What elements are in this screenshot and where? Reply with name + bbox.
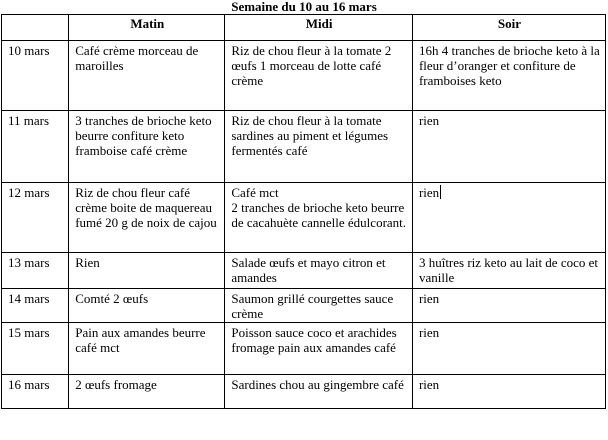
header-midi: Midi	[225, 15, 413, 41]
document-title: Semaine du 10 au 16 mars	[231, 0, 377, 14]
cell-midi[interactable]: Riz de chou fleur à la tomate 2 œufs 1 morceau de lotte café crème	[225, 41, 413, 111]
cell-matin[interactable]: Pain aux amandes beurre café mct	[69, 323, 225, 375]
cell-matin[interactable]: 3 tranches de brioche keto beurre confiture keto framboise café crème	[69, 111, 225, 183]
header-matin: Matin	[69, 15, 225, 41]
header-soir: Soir	[412, 15, 605, 41]
cell-soir-text: rien	[418, 185, 440, 200]
cell-date[interactable]: 14 mars	[2, 289, 69, 323]
cell-midi[interactable]: Salade œufs et mayo citron et amandes	[225, 253, 413, 289]
cell-date[interactable]: 12 mars	[2, 183, 69, 253]
table-row	[2, 111, 606, 183]
cell-matin[interactable]: Café crème morceau de maroilles	[69, 41, 225, 111]
cell-date[interactable]: 16 mars	[2, 375, 69, 409]
cell-soir[interactable]: rien	[412, 111, 605, 183]
text-cursor	[440, 185, 441, 199]
cell-midi[interactable]: Riz de chou fleur à la tomate sardines au piment et légumes fermentés café	[225, 111, 413, 183]
table-row	[2, 323, 606, 375]
cell-date[interactable]: 15 mars	[2, 323, 69, 375]
table-row	[2, 41, 606, 111]
cell-date[interactable]: 10 mars	[2, 41, 69, 111]
table-row	[2, 183, 606, 253]
table-row	[2, 375, 606, 409]
cell-soir[interactable]	[412, 183, 605, 253]
cell-midi[interactable]: Poisson sauce coco et arachides fromage pain aux amandes café	[225, 323, 413, 375]
cell-midi[interactable]: Saumon grillé courgettes sauce crème	[225, 289, 413, 323]
cell-midi[interactable]: Sardines chou au gingembre café	[225, 375, 413, 409]
cell-soir[interactable]: rien	[412, 289, 605, 323]
cell-matin[interactable]: Rien	[69, 253, 225, 289]
cell-soir[interactable]: 3 huîtres riz keto au lait de coco et vanille	[412, 253, 605, 289]
cell-midi[interactable]	[225, 183, 413, 253]
cell-date[interactable]: 13 mars	[2, 253, 69, 289]
cell-date[interactable]: 11 mars	[2, 111, 69, 183]
table-row	[2, 289, 606, 323]
cell-soir[interactable]: 16h 4 tranches de brioche keto à la fleur d’oranger et confiture de framboises keto	[412, 41, 605, 111]
meal-plan-table	[1, 14, 606, 409]
table-header-row	[2, 15, 606, 41]
cell-soir[interactable]: rien	[412, 323, 605, 375]
table-row	[2, 253, 606, 289]
cell-soir[interactable]: rien	[412, 375, 605, 409]
header-date	[2, 15, 69, 41]
cell-matin[interactable]: Riz de chou fleur café crème boite de maquereau fumé 20 g de noix de cajou	[69, 183, 225, 253]
cell-midi-text: Café mct 2 tranches de brioche keto beurre de cacahuète cannelle édulcorant.	[231, 185, 407, 230]
cell-matin[interactable]: Comté 2 œufs	[69, 289, 225, 323]
cell-matin[interactable]: 2 œufs fromage	[69, 375, 225, 409]
